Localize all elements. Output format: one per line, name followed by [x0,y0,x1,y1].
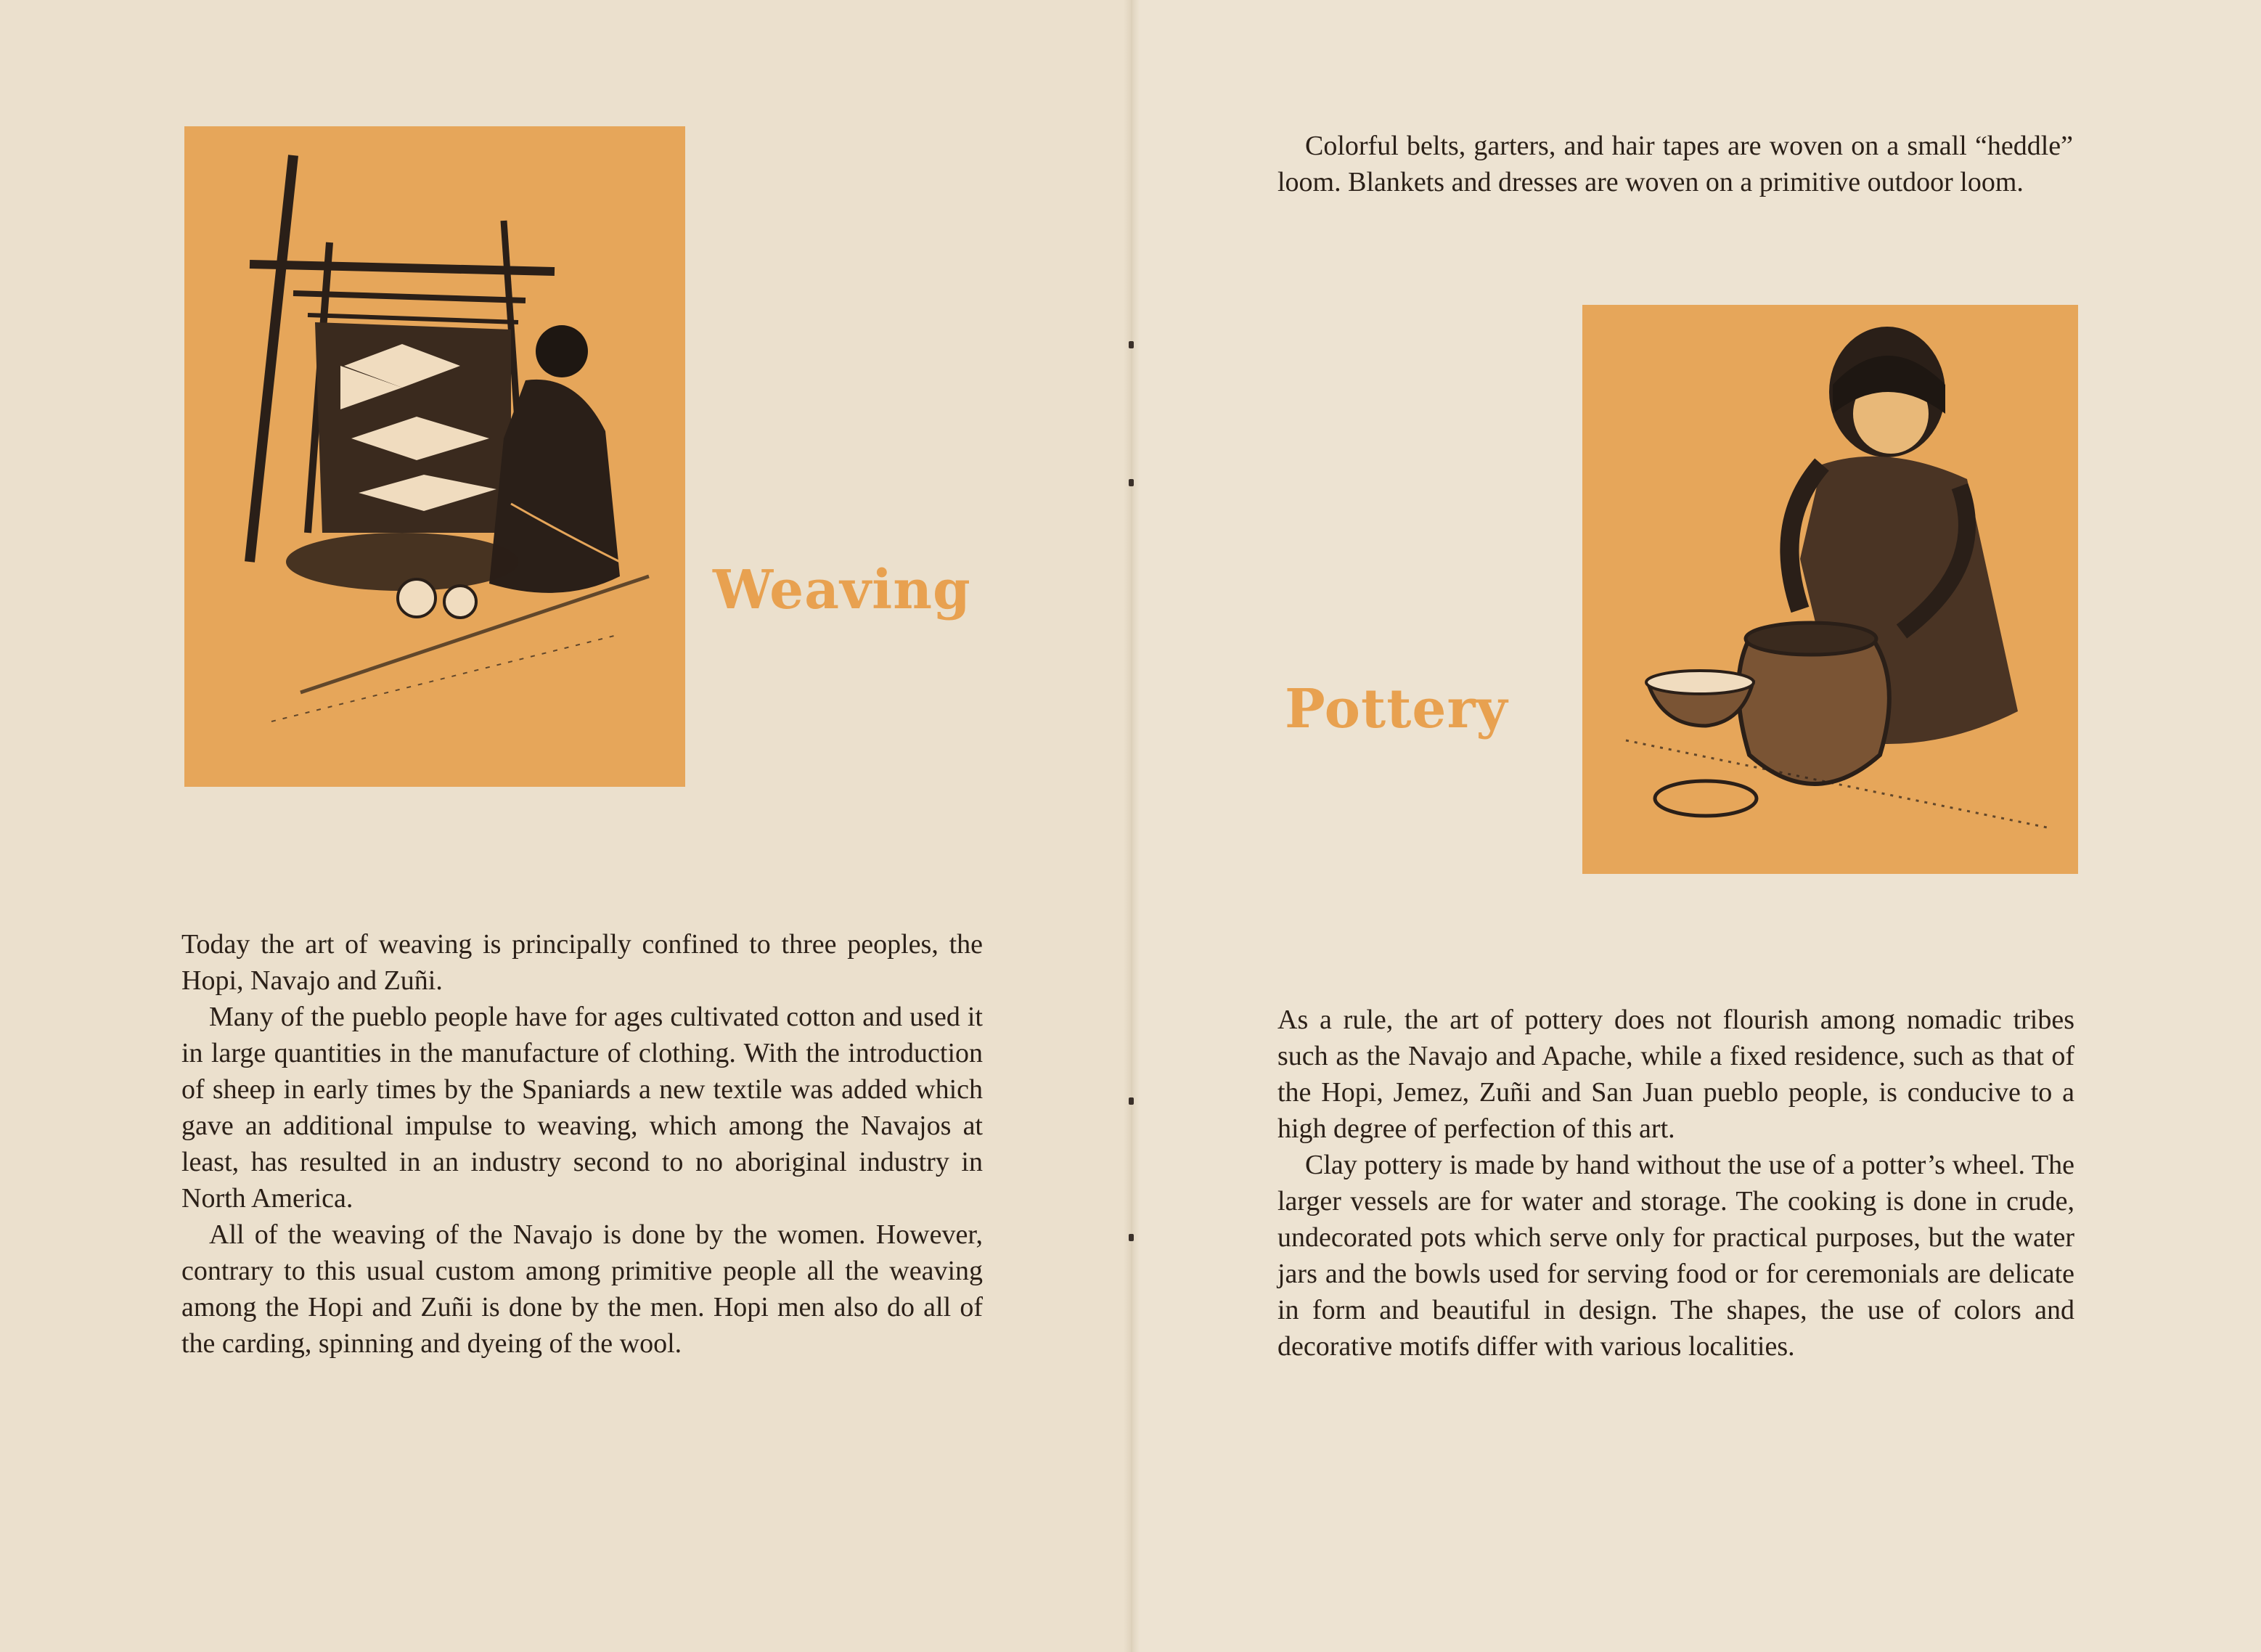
binding-staple [1129,341,1134,348]
weaving-paragraph-3: All of the weaving of the Navajo is done by the women. However, contrary to this usual custom among primitive people all the weaving among the Hopi and Zuñi is done by the men. Hopi men also do all of the carding, spinning and dyeing of the wool. [181,1219,983,1359]
pottery-heading: Pottery [1285,678,1508,740]
pottery-body-text [1277,1002,2074,1365]
binding-staple [1129,1097,1134,1105]
pottery-paragraph-2: Clay pottery is made by hand without the use of a potter’s wheel. The larger vessels are for water and storage. The cooking is done in crude, undecorated pots which serve only for practical purposes, but the water jars and the bowls used for serving food or for ceremonials are delicate in form and beautiful in design. The shapes, the use of colors and decorative motifs differ with various localities. [1277,1150,2074,1362]
loom-intro-text [1277,128,2073,200]
book-gutter [1124,0,1140,1652]
weaving-paragraph-1: Today the art of weaving is principally confined to three peoples, the Hopi, Navajo and Zuñi. [181,929,983,996]
pottery-paragraph-1: As a rule, the art of pottery does not flourish among nomadic tribes such as the Navajo and Apache, while a fixed residence, such as that of the Hopi, Jemez, Zuñi and San Juan pueblo people, is conducive to a high degree of perfection of this art. [1277,1005,2074,1144]
binding-staple [1129,479,1134,486]
weaver-at-loom-illustration [184,126,685,787]
weaving-body-text [181,926,983,1362]
weaving-paragraph-2: Many of the pueblo people have for ages cultivated cotton and used it in large quantities in the manufacture of clothing. With the introduction of sheep in early times by the Spaniards a new textile was added which gave an additional impulse to weaving, which among the Navajos at least, has resulted in an industry second to no aboriginal industry in North America. [181,1002,983,1214]
potter-shaping-jar-illustration [1582,305,2078,874]
weaving-heading: Weaving [713,559,971,621]
binding-staple [1129,1234,1134,1241]
loom-intro-paragraph: Colorful belts, garters, and hair tapes are woven on a small “heddle” loom. Blankets and dresses are woven on a primitive outdoor loom. [1277,131,2073,197]
